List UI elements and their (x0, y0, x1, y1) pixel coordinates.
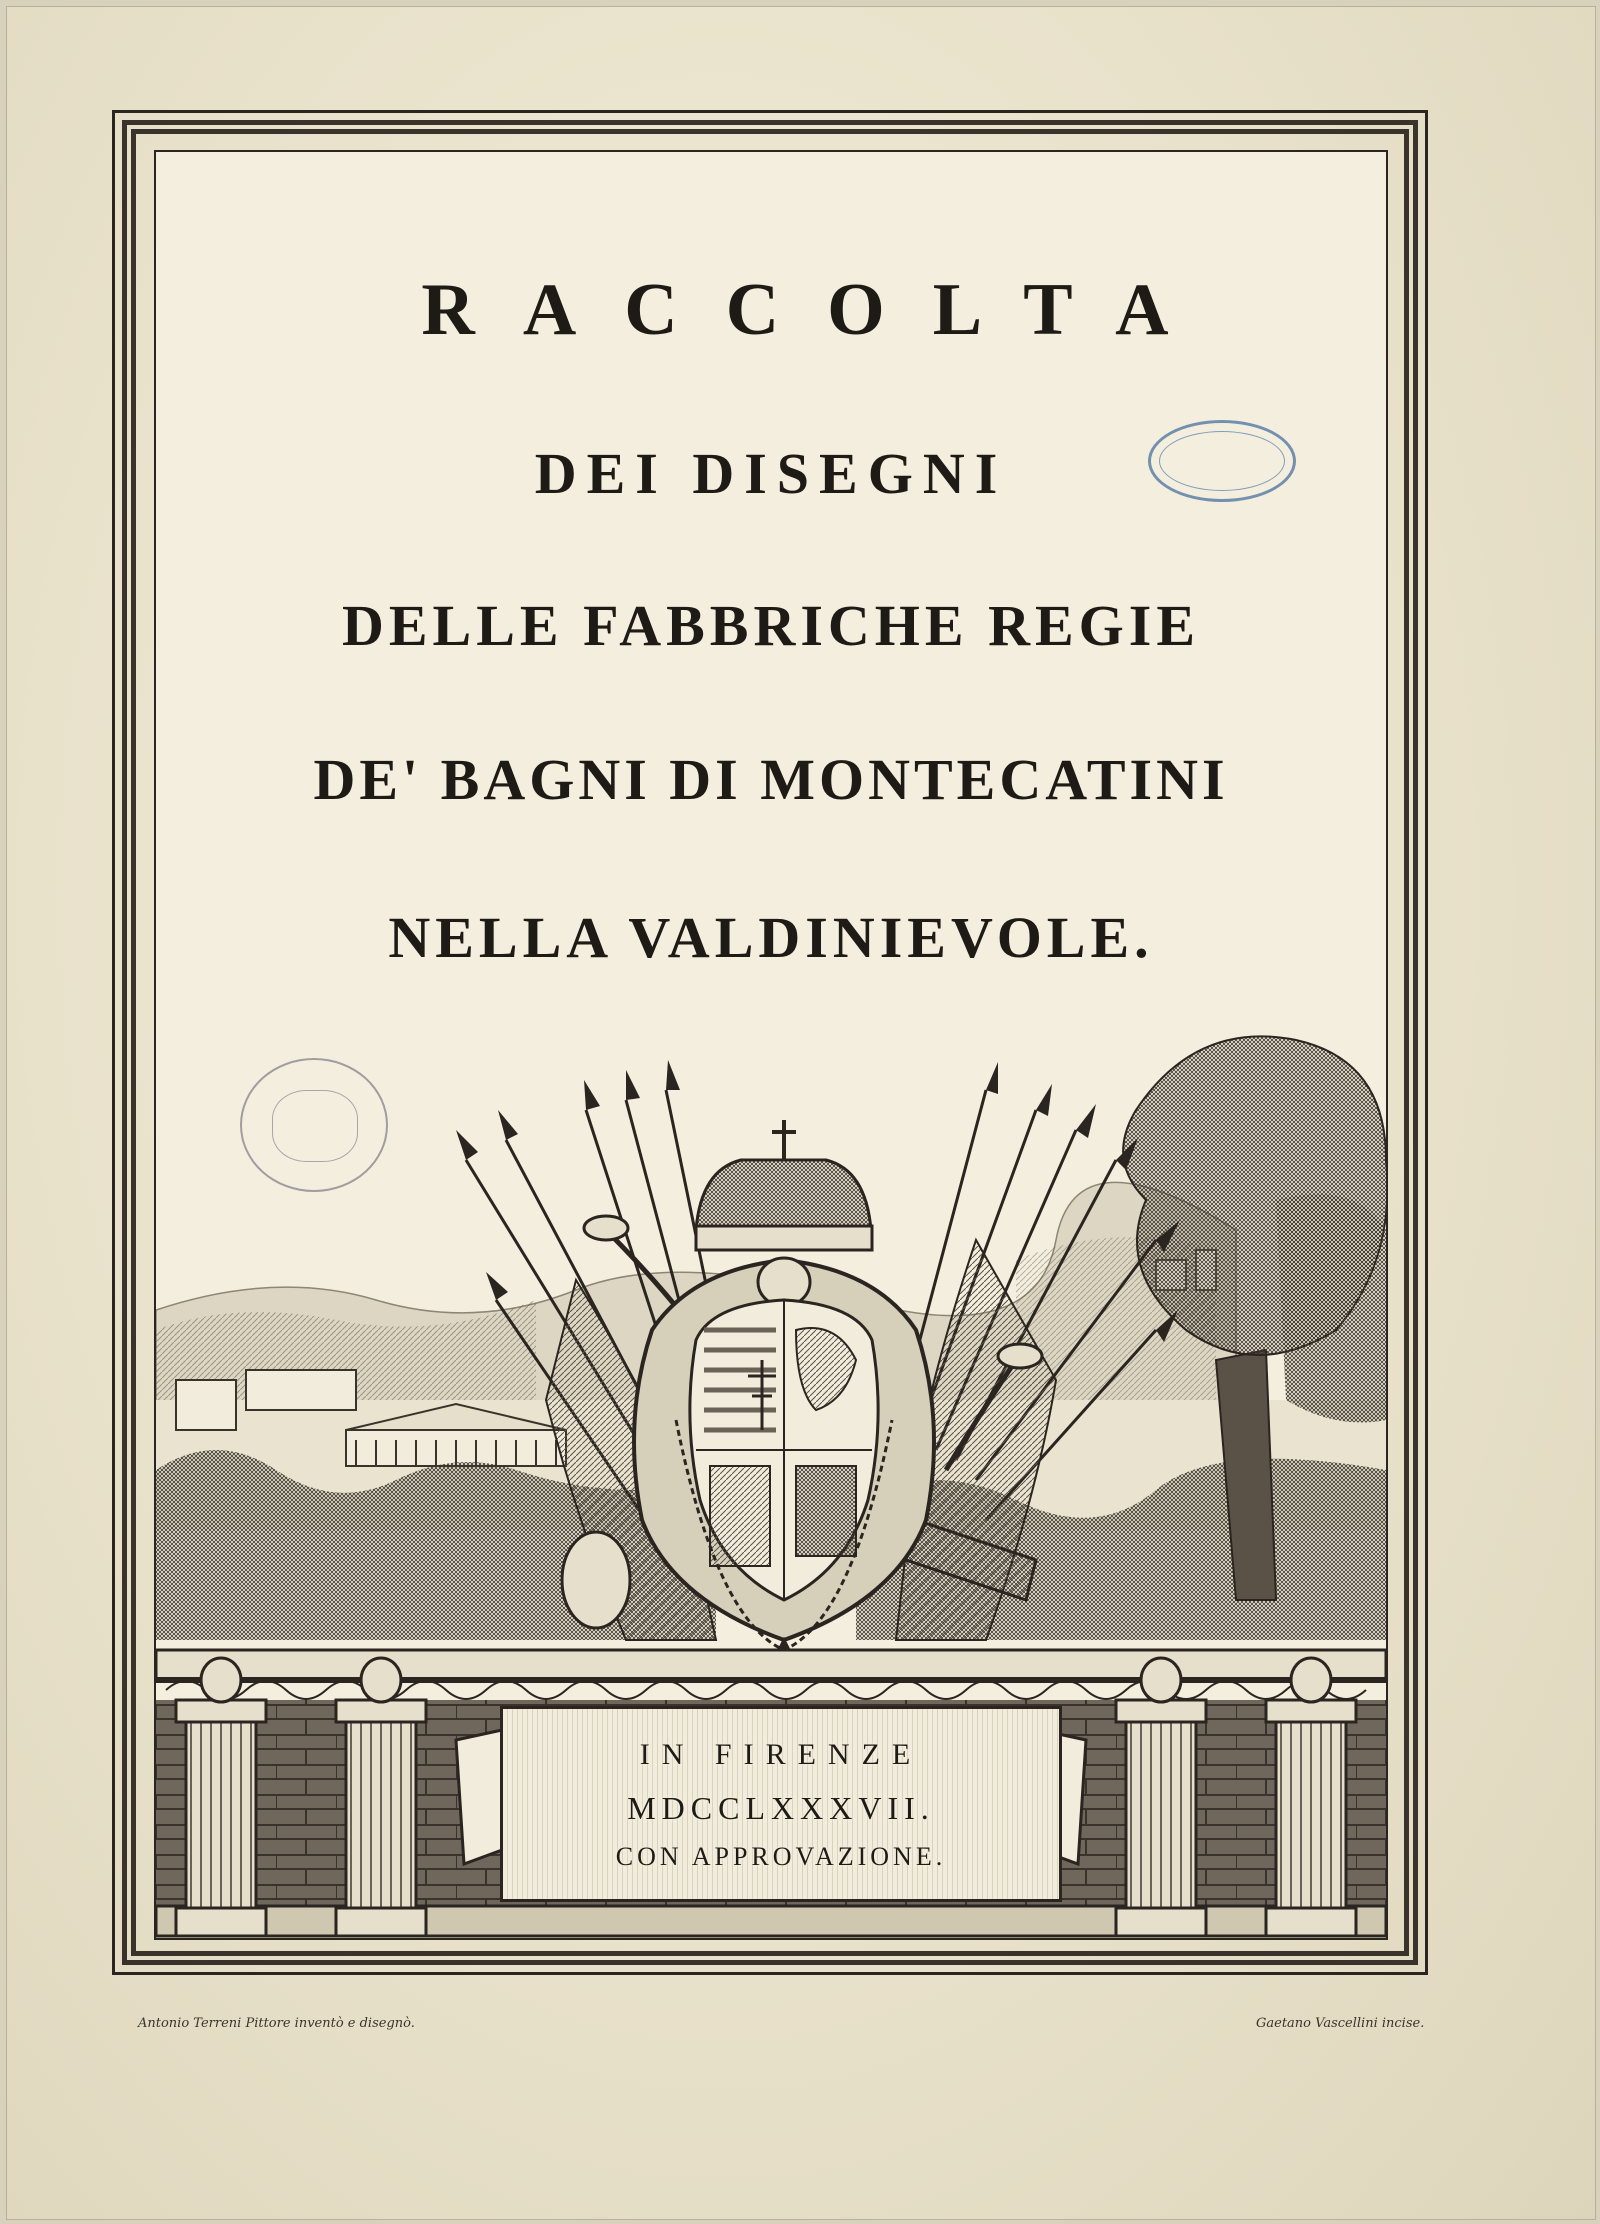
imprint-place: IN FIRENZE (639, 1738, 923, 1771)
title-valdinievole: NELLA VALDINIEVOLE. (388, 905, 1154, 970)
credit-designer: Antonio Terreni Pittore inventò e disegnò. (138, 2016, 415, 2031)
title-bagni-montecatini: DE' BAGNI DI MONTECATINI (313, 747, 1229, 812)
imprint-year: MDCCLXXXVII. (627, 1790, 935, 1826)
credit-engraver: Gaetano Vascellini incise. (1256, 2016, 1425, 2031)
library-stamp-blue (1148, 420, 1296, 502)
imprint-approval: CON APPROVAZIONE. (615, 1842, 947, 1871)
title-delle-fabbriche: DELLE FABBRICHE REGIE (341, 593, 1201, 658)
title-raccolta: RACCOLTA (421, 269, 1217, 351)
title-dei-disegni: DEI DISEGNI (534, 441, 1008, 506)
